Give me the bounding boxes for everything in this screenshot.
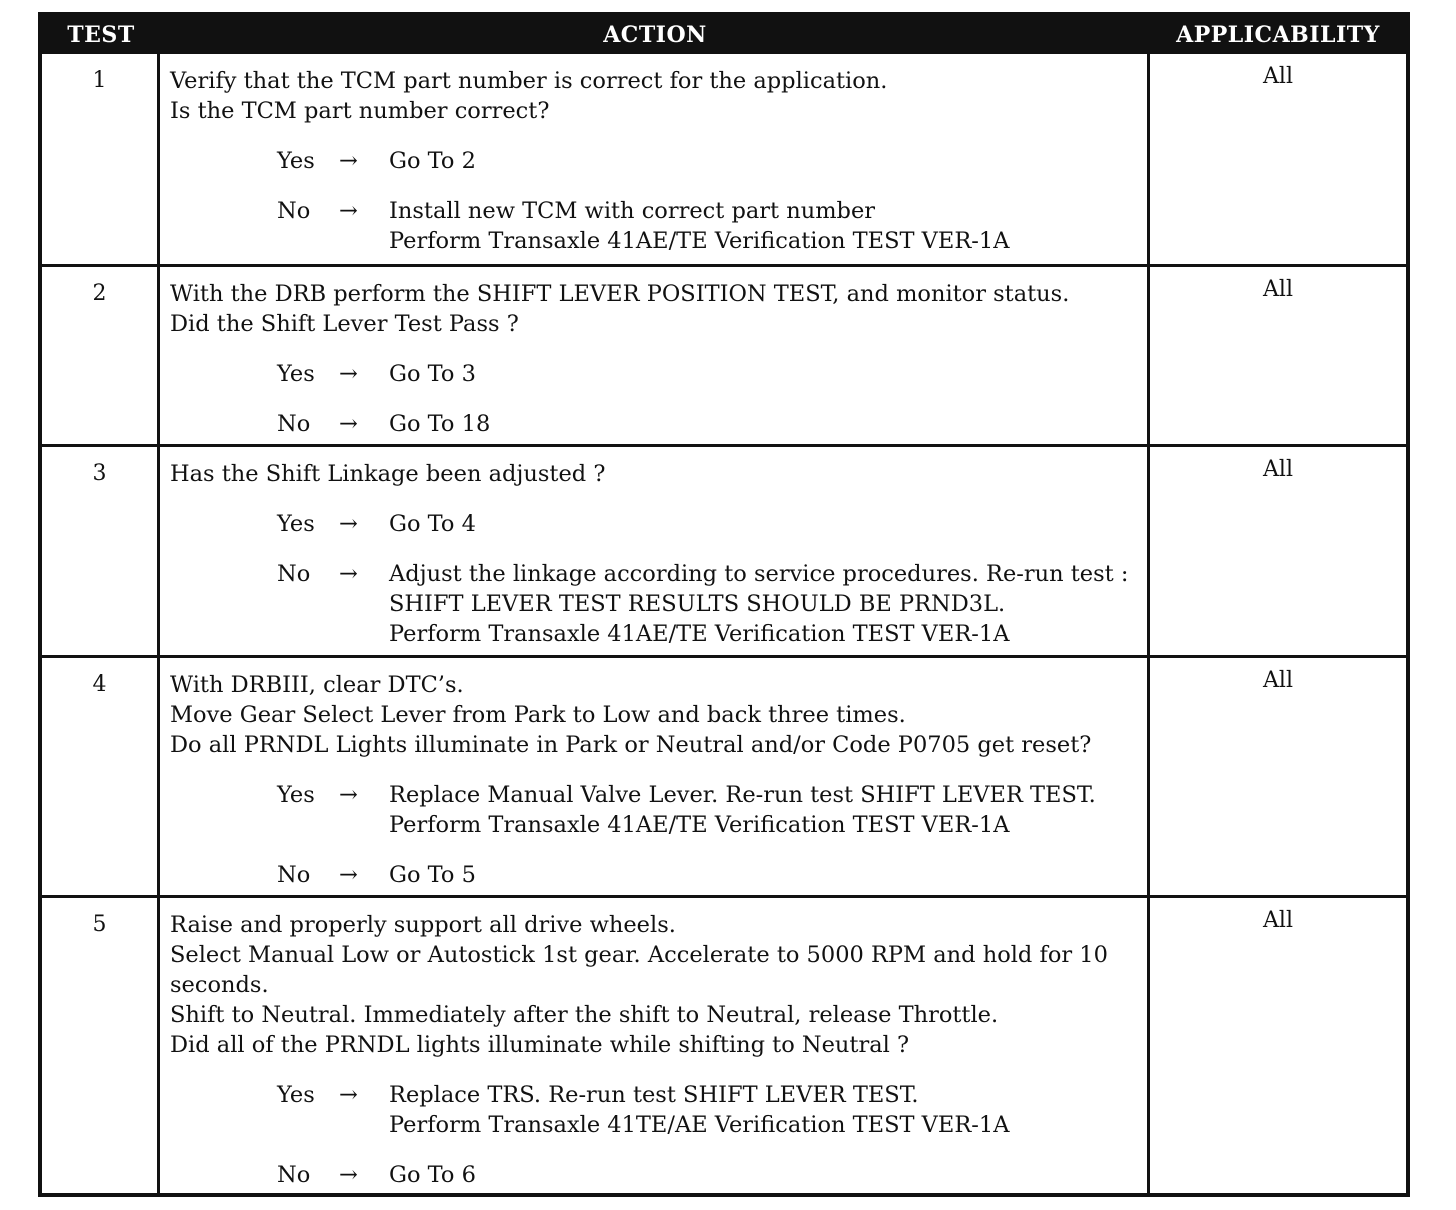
question-text: With the DRB perform the SHIFT LEVER POSITION TEST, and monitor status. Did the Shift Lever Test Pass ?: [170, 281, 1070, 337]
arrow-icon: →: [339, 198, 358, 224]
action-cell: [160, 54, 1150, 264]
applicability-cell: All: [1263, 908, 1293, 933]
no-label: No: [277, 561, 311, 587]
test-number: 2: [42, 267, 160, 444]
action-cell: [160, 267, 1150, 444]
table-row: [42, 267, 1406, 447]
applicability-cell: All: [1263, 668, 1293, 693]
question-text: Raise and properly support all drive wheels. Select Manual Low or Autostick 1st gear. Accelerate to 5000 RPM and hold for 10 seconds. Shift to Neutral. Immediately after the shift to Neutral, release Throttle. Did all of the PRNDL lights illuminate while shifting to Neutral ?: [170, 912, 1108, 1058]
yes-label: Yes: [277, 1082, 315, 1108]
yes-label: Yes: [277, 148, 315, 174]
header-action: ACTION: [603, 22, 707, 48]
action-cell: [160, 898, 1150, 1193]
yes-result: Replace Manual Valve Lever. Re-run test SHIFT LEVER TEST. Perform Transaxle 41AE/TE Verification TEST VER-1A: [389, 782, 1096, 838]
no-option: [170, 1160, 1147, 1190]
yes-label: Yes: [277, 782, 315, 808]
yes-result: Go To 2: [389, 148, 476, 174]
applicability-cell: All: [1263, 457, 1293, 482]
yes-result: Replace TRS. Re-run test SHIFT LEVER TEST. Perform Transaxle 41TE/AE Verification TEST VER-1A: [389, 1082, 1010, 1138]
header-test: TEST: [67, 22, 135, 48]
no-option: [170, 196, 1147, 256]
yes-option: [170, 146, 1147, 176]
arrow-icon: →: [339, 361, 358, 387]
header-applicability: APPLICABILITY: [1176, 22, 1380, 48]
no-label: No: [277, 411, 311, 437]
no-option: [170, 409, 1147, 439]
no-result: Go To 5: [389, 862, 476, 888]
yes-option: [170, 509, 1147, 539]
no-result: Go To 6: [389, 1162, 476, 1188]
yes-result: Go To 4: [389, 511, 476, 537]
arrow-icon: →: [339, 782, 358, 808]
action-cell: [160, 658, 1150, 895]
test-number: 5: [42, 898, 160, 1193]
no-label: No: [277, 1162, 311, 1188]
table-row: [42, 658, 1406, 898]
test-number: 4: [42, 658, 160, 895]
test-number: 3: [42, 447, 160, 655]
yes-option: [170, 1080, 1147, 1140]
table-header: [42, 16, 1406, 54]
action-cell: [160, 447, 1150, 655]
yes-result: Go To 3: [389, 361, 476, 387]
arrow-icon: →: [339, 411, 358, 437]
arrow-icon: →: [339, 561, 358, 587]
question-text: With DRBIII, clear DTC’s. Move Gear Select Lever from Park to Low and back three times. Do all PRNDL Lights illuminate in Park or Neutral and/or Code P0705 get reset?: [170, 672, 1092, 758]
arrow-icon: →: [339, 1162, 358, 1188]
yes-option: [170, 359, 1147, 389]
no-result: Adjust the linkage according to service procedures. Re-run test : SHIFT LEVER TEST RESULTS SHOULD BE PRND3L. Perform Transaxle 41AE/TE Verification TEST VER-1A: [389, 561, 1129, 647]
arrow-icon: →: [339, 862, 358, 888]
question-text: Verify that the TCM part number is correct for the application. Is the TCM part number correct?: [170, 68, 888, 124]
test-number: 1: [42, 54, 160, 264]
table-row: [42, 898, 1406, 1193]
applicability-cell: All: [1263, 64, 1293, 89]
diagnostic-table: [38, 12, 1410, 1197]
yes-label: Yes: [277, 361, 315, 387]
no-result: Go To 18: [389, 411, 491, 437]
no-label: No: [277, 198, 311, 224]
no-label: No: [277, 862, 311, 888]
table-row: [42, 54, 1406, 267]
applicability-cell: All: [1263, 277, 1293, 302]
question-text: Has the Shift Linkage been adjusted ?: [170, 461, 606, 487]
no-option: [170, 860, 1147, 890]
no-option: [170, 559, 1147, 649]
yes-label: Yes: [277, 511, 315, 537]
arrow-icon: →: [339, 1082, 358, 1108]
no-result: Install new TCM with correct part number Perform Transaxle 41AE/TE Verification TEST VER-1A: [389, 198, 1010, 254]
arrow-icon: →: [339, 148, 358, 174]
yes-option: [170, 780, 1147, 840]
arrow-icon: →: [339, 511, 358, 537]
table-row: [42, 447, 1406, 658]
